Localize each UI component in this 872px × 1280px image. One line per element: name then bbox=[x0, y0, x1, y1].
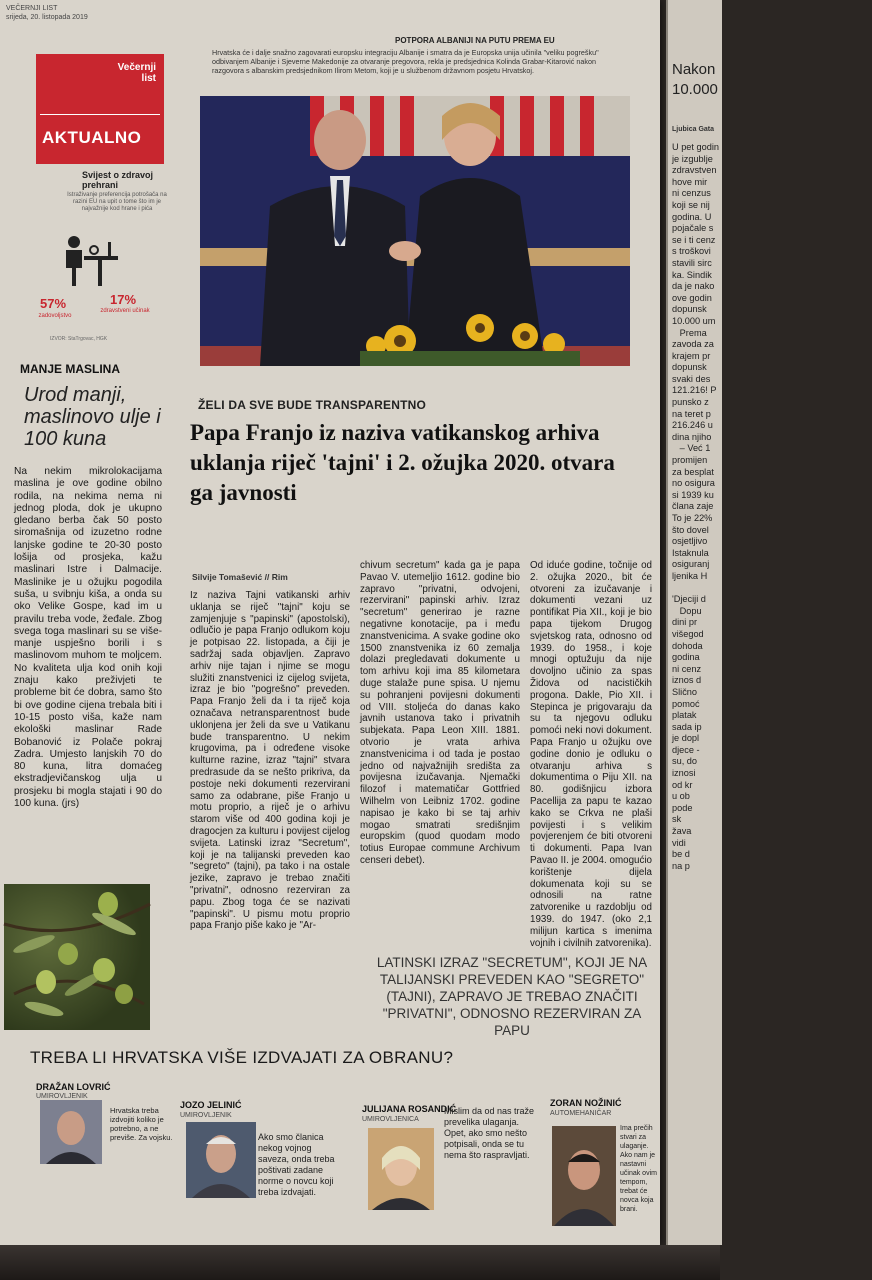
masthead-date: srijeda, 20. listopada 2019 bbox=[6, 14, 88, 21]
poll-person-1-photo bbox=[40, 1100, 102, 1164]
adjacent-article-text: U pet godin je izgublje zdravstven hove mir ni cenzus koji se nij godina. U pojačale s se i ti cenz s troškovi stavili sirc ka. Sindik da je nako ove godin dopunsk 10.000 um Prema zavoda za krajem pr dopunsk svaki des 121.216! P punsko z na teret p 216.246 u dina njiho – Već 1 promijen za besplat no osigura si 1939 ku člana zaje To je 22% što dovel osjetljivo Istaknula osiguranj ljenika H 'Djeciji d Dopu dini pr višegod dohoda godina ni cenz iznos d Slično pomoć platak sada ip je dopl djece - su, do iznosi od kr u ob pode sk žava vidi be d na p bbox=[672, 142, 719, 871]
photo-headline: POTPORA ALBANIJI NA PUTU PREMA EU bbox=[395, 36, 555, 45]
stat2-label: zdravstveni učinak bbox=[100, 308, 150, 314]
infographic-text: Istraživanje preferencija potrošača na razini EU na upit o tome što im je najvažnije kod hrane i pića bbox=[67, 192, 167, 212]
poll-person-3-job: UMIROVLJENICA bbox=[362, 1116, 419, 1123]
olives-photo bbox=[4, 884, 150, 1030]
person-portrait-icon bbox=[368, 1128, 434, 1210]
dining-person-icon bbox=[58, 230, 128, 290]
poll-person-4-answer: Ima prečih stvari za ulaganje. Ako nam je nastavni učinak ovim tempom, trebat će novca koja brani. bbox=[620, 1125, 657, 1213]
article-column-3: Od iduće godine, točnije od 2. ožujka 2020., bit će otvoreni za izučavanje i dokumenti vezani uz pontifikat Pia XII., koji je bio papa tijekom Drugog svjetskog rata, odnosno od 1939. do 1958., i koje mnogi optužuju da nije dovoljno učinio za spas Židova od nacističkih progona. Dakle, Pio XII. i Stepinca je prigovaraju da su ta njegovu odluku pomoći neki novi dokument. Papa Franjo u ožujku ove godine donio je odluku o otvaranju arhiva s dokumentima o Piju XII. na 80. godišnjicu izbora Pacellija za papu te kazao kako se Crkva ne plaši povijesti i s velikim povjerenjem će biti otvoreni ti dokumenti. Papa Ivan Pavao II. je 2004. omogućio korištenje dijela dokumenata koji su se odnosili na ratne zatvorenike u razdoblju od 1939. do 1947. (oko 2,1 milijun kartica s imenima vojnih i civilnih zatvorenika). bbox=[530, 560, 652, 949]
person-portrait-icon bbox=[552, 1126, 616, 1226]
stat2-value: 17% bbox=[110, 292, 137, 307]
olive-branch-icon bbox=[4, 884, 150, 1030]
masthead-paper: VEČERNJI LIST bbox=[6, 5, 58, 12]
person-portrait-icon bbox=[186, 1122, 256, 1198]
table-shadow bbox=[0, 1245, 720, 1280]
adjacent-byline: Ljubica Gata bbox=[672, 126, 715, 133]
poll-person-3-name: JULIJANA ROSANDIĆ bbox=[362, 1104, 457, 1114]
photo-caption: Hrvatska će i dalje snažno zagovarati europsku integraciju Albanije i smatra da je Europska unija učinila "veliku pogrešku" odbivanjem Albanije i Sjeverne Makedonije za otvaranje pregovora, rekla je predsjednica Kolinda Grabar-Kitarović nakon razgovora s albanskim predsjednikom Ilirom Metom, koji je u službenom državnom posjetu Hrvatskoj. bbox=[212, 48, 599, 75]
person-portrait-icon bbox=[40, 1100, 102, 1164]
poll-person-2-answer: Ako smo članica nekog vojnog saveza, onda treba poštivati zadane norme o novcu koji treba izdvajati. bbox=[258, 1132, 335, 1197]
article-byline: Silvije Tomašević // Rim bbox=[192, 572, 288, 582]
masthead bbox=[6, 4, 88, 22]
left-story-kicker: MANJE MASLINA bbox=[20, 362, 121, 376]
adjacent-page bbox=[666, 0, 722, 1245]
poll-person-1-answer: Hrvatska treba izdvojiti koliko je potrebno, a ne previše. Za vojsku. bbox=[110, 1106, 173, 1142]
infographic-source: IZVOR: StaTrgovac, HGK bbox=[50, 336, 108, 342]
poll-person-4-photo bbox=[552, 1126, 616, 1226]
adjacent-headline: Nakon 10.000 bbox=[672, 61, 718, 98]
article-kicker: ŽELI DA SVE BUDE TRANSPARENTNO bbox=[198, 398, 427, 412]
poll-person-2-job: UMIROVLJENIK bbox=[180, 1112, 232, 1119]
handshake-illustration bbox=[200, 96, 630, 366]
logo-divider bbox=[40, 114, 160, 115]
poll-question: TREBA LI HRVATSKA VIŠE IZDVAJATI ZA OBRANU? bbox=[30, 1048, 454, 1067]
section-label: AKTUALNO bbox=[42, 128, 142, 147]
poll-person-4-name: ZORAN NOŽINIĆ bbox=[550, 1098, 622, 1108]
poll-person-2-photo bbox=[186, 1122, 256, 1198]
stat1-value: 57% bbox=[40, 296, 67, 311]
article-column-1: Iz naziva Tajni vatikanski arhiv uklanja se riječ "tajni" koju se zamjenjuje s "papinski" (apostolski), odlučio je papa Franjo odlukom koju je potpisao 22. listopada, a čiji je sadržaj sada objavljen. Zapravo arhiv nije tajan i njime se mogu služiti znanstvenici iz cijelog svijeta, izraz je bio "pogrešno" preveden. Papa Franjo želi da i ta riječ koja označava netransparentnost bude uklonjena jer želi da sve u Vatikanu bude transparentno. U nekim krugovima, pa i određene visoke kulturne razine, izraz "tajni" stvara predrasude da se nešto prikriva, da postoje neki dokumenti rezervirani samo za odabrane, piše Franjo u motu proprio, a riječ je o arhivu starom više od 400 godina koji je dragocjen za kulturu i povijest cijelog svijeta. Latinski izraz "Secretum", koji je na talijanski preveden kao "segreto" (tajni), pa tako i na ostale jezike, zapravo je trebao značiti "privatni", odnosno rezerviran za papu. Zbog toga će se nazivati "papinski". U pismu motu proprio papa Franjo piše kako je "Ar- bbox=[190, 590, 350, 932]
poll-person-4-job: AUTOMEHANIČAR bbox=[550, 1110, 612, 1117]
pull-quote: LATINSKI IZRAZ "SECRETUM", KOJI JE NA TALIJANSKI PREVEDEN KAO "SEGRETO" (TAJNI), ZAPRAVO JE TREBAO ZNAČITI "PRIVATNI", ODNOSNO REZERVIRAN ZA PAPU bbox=[376, 955, 648, 1038]
poll-person-1-job: UMIROVLJENIK bbox=[36, 1093, 88, 1100]
poll-person-2-name: JOZO JELINIĆ bbox=[180, 1100, 242, 1110]
left-story-body: Na nekim mikrolokacijama maslina je ove godine obilno rodila, na nekima nema ni jednog ploda, dok je ukupno gledano berba čak 50 posto siromašnija od izuzetno rodne lanjske godine te 20-30 posto lošija od prosjeka, kažu maslinari Istre i Dalmacije. Maslinike je u ožujku pogodila suša, u svibnju kiša, a onda su oko Velike Gospe, kad im u pravilu treba vode, žeđale. Zbog svega toga maslinari su se više-manje uspješno borili i s maslinovom muhom te moljcem. No kvaliteta ulja kod onih koji znaju kako preživjeti te probleme bit će dobra, samo što bi ove godine cijena trebala biti i 10-15 posto viša, kaže nam ekološki maslinar Rade Bobanović iz Polače pokraj Zadra. Umjesto lanjskih 70 do 80 kuna, litra domaćeg ekstradjevičanskog ulja u prosjeku bi mogla stajati i 90 do 100 kuna. (jrs) bbox=[14, 466, 162, 810]
section-logo-block bbox=[36, 54, 164, 164]
infographic-title: Svijest o zdravoj prehrani bbox=[82, 170, 154, 190]
left-story-headline: Urod manji, maslinovo ulje i 100 kuna bbox=[24, 384, 161, 450]
article-headline: Papa Franjo iz naziva vatikanskog arhiva uklanja riječ 'tajni' i 2. ožujka 2020. otvara ga javnosti bbox=[190, 420, 615, 505]
presidents-handshake-photo bbox=[200, 96, 630, 366]
stat1-label: zadovoljstvo bbox=[38, 313, 72, 319]
poll-person-3-answer: Mislim da od nas traže prevelika ulaganja. Opet, ako smo nešto potpisali, onda se tu nema što raspravljati. bbox=[444, 1106, 535, 1160]
poll-person-3-photo bbox=[368, 1128, 434, 1210]
poll-person-1-name: DRAŽAN LOVRIĆ bbox=[36, 1082, 111, 1092]
newspaper-logo: Večernji list bbox=[117, 62, 156, 84]
article-column-2: chivum secretum" kada ga je papa Pavao V. utemeljio 1612. godine bio zapravo "privatni, odvojeni, rezervirani" papinski arhiv. Izraz "secretum" generirao je razne negativne konotacije, pa i među znanstvenicima. A svake godine oko 1500 znanstvenika iz 60 zemalja dolazi pregledavati dokumente u tom arhivu koji ima 85 kilometara duge stalaže pune spisa. U njemu su pohranjeni povijesni dokumenti od VIII. stoljeća do danas kako javnih ustanova tako i privatnih subjekata. Papa Leon XIII. 1881. otvorio je vrata arhiva znanstvenicima i od tada je postao jedno od najvažnijih središta za povijesna izučavanja. Njemački filozof i matematičar Gottfried Wilhelm von Leibniz 1702. godine napisao je kako bi se taj arhiv mogao smatrati središnjim europskim (quod quodam modo totius Europae commune Archivum censeri debet). bbox=[360, 560, 520, 866]
